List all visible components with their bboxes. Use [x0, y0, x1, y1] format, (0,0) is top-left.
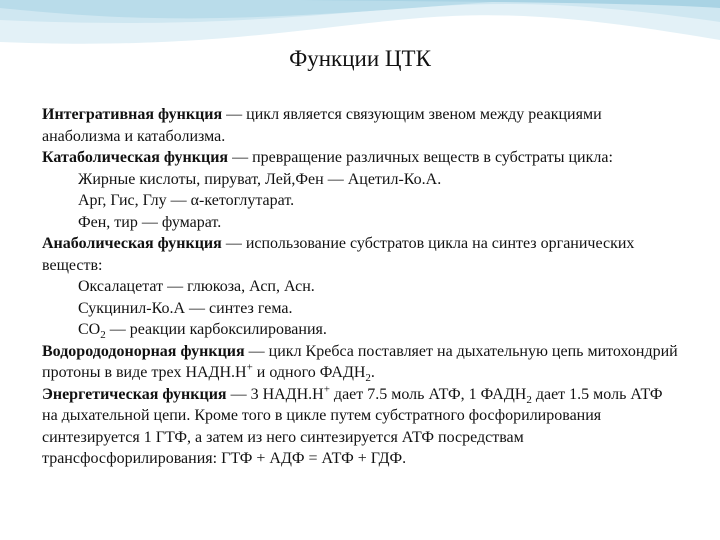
paragraph-integrative	[42, 104, 682, 147]
text-anabolic: — использование субстратов цикла на синтез органических веществ:	[42, 235, 635, 274]
paragraph-anabolic	[42, 233, 682, 276]
paragraph-energetic: Энергетическая функция — 3 НАДН.Н+ дает 7.5 моль АТФ, 1 $ФАДН_2$ дает 1.5 моль АТФ на дыхательной цепи. Кроме того в цикле путем субстратного фосфорилирования синтезируется 1 ГТФ, а затем из него синтезируется АТФ посредствам трансфосфорилирования: ГТФ + АДФ = АТФ + ГДФ.	[42, 383, 663, 467]
term-catabolic: Катаболическая функция	[42, 149, 229, 166]
term-anabolic: Анаболическая функция	[42, 235, 222, 252]
list-item-co2: $CO_2$ — реакции карбоксилирования.	[78, 321, 327, 342]
slide-title: Функции ЦТК	[289, 46, 431, 71]
list-item: Арг, Гис, Глу — α-кетоглутарат.	[78, 192, 295, 209]
term-energetic: Энергетическая функция	[42, 385, 227, 403]
list-item: Сукцинил-Ко.А — синтез гема.	[78, 299, 293, 317]
list-item: Жирные кислоты, пируват, Лей,Фен — Ацетил-Ко.А.	[78, 170, 442, 188]
slide-body	[42, 104, 682, 470]
term-hydrogen-donor: Водорододонорная функция	[42, 342, 245, 360]
paragraph-hydrogen-donor: Водорододонорная функция — цикл Кребса поставляет на дыхательную цепь митохондрий протоны в виде трех НАДН.Н+ и одного $ФАДН_2$.	[42, 342, 678, 385]
paragraph-catabolic	[42, 147, 682, 169]
list-item: Фен, тир — фумарат.	[78, 213, 222, 231]
text-catabolic: — превращение различных веществ в субстраты цикла:	[228, 149, 613, 166]
list-item: Оксалацетат — глюкоза, Асп, Асн.	[78, 278, 315, 295]
term-integrative: Интегративная функция	[42, 106, 223, 123]
text-integrative: — цикл является связующим звеном между реакциями анаболизма и катаболизма.	[42, 106, 602, 145]
